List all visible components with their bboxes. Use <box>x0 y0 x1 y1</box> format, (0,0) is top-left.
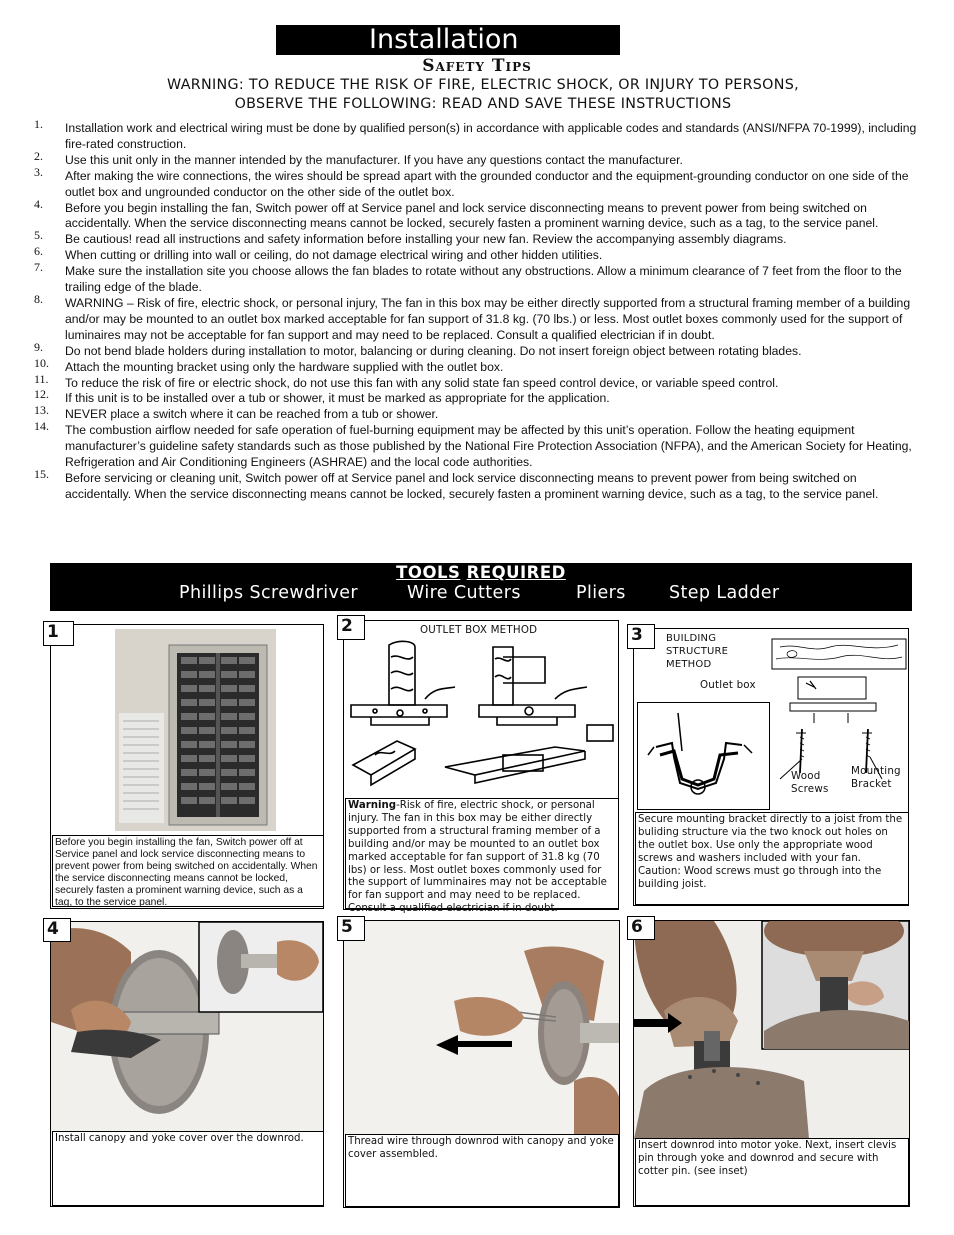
tools-required-bar <box>50 563 912 611</box>
bracket-detail-diagram <box>637 702 770 810</box>
wood-screws-label-2: Screws <box>791 783 829 795</box>
safety-tip: 10. Attach the mounting bracket using only the hardware supplied with the outlet box. <box>34 355 504 374</box>
safety-tip: 12. If this unit is to be installed over a tub or shower, it must be marked as appropriate for the application. <box>34 387 610 406</box>
building-structure-label-2: STRUCTURE <box>666 646 729 657</box>
downrod-yoke-photo <box>634 921 909 1139</box>
page-title: Installation <box>276 25 620 55</box>
tool-pliers: Pliers <box>576 583 626 603</box>
step-1-number: 1 <box>43 621 74 646</box>
step-4-caption: Install canopy and yoke cover over the downrod. <box>52 1131 324 1206</box>
step-5-caption: Thread wire through downrod with canopy and yoke cover assembled. <box>345 1134 619 1207</box>
step-3-caption: Secure mounting bracket directly to a joist from the buliding structure via the two knock out holes on the outlet box. Use only the appropriate wood screws and washers included with your fan. Caution: Wood screws must go through into the building joist. <box>635 812 909 905</box>
mounting-bracket-label-1: Mounting <box>851 765 901 777</box>
safety-tip: 13. NEVER place a switch where it can be reached from a tub or shower. <box>34 403 439 422</box>
building-structure-label-3: METHOD <box>666 659 712 670</box>
outlet-box-method-label: OUTLET BOX METHOD <box>420 624 538 636</box>
wood-screws-label-1: Wood <box>791 770 821 782</box>
warning-line-1: WARNING: TO REDUCE THE RISK OF FIRE, ELECTRIC SHOCK, OR INJURY TO PERSONS, <box>167 77 799 93</box>
step-5-number: 5 <box>337 916 365 941</box>
step-1-caption: Before you begin installing the fan, Switch power off at Service panel and lock service disconnecting means to prevent power from being switched on accidentally. When the service disconnecting means cannot be locked, securely fasten a prominent warning device, such as a tag, to the service panel. <box>52 835 324 907</box>
safety-tip: 7. Make sure the installation site you choose allows the fan blades to rotate without any obstructions. Allow a minimum clearance of 7 feet from the floor to the trailing edge of the blade. <box>34 260 902 295</box>
tool-wire-cutters: Wire Cutters <box>407 583 521 603</box>
safety-tip: 9. Do not bend blade holders during installation to motor, balancing or during cleaning. Do not insert foreign object between rotating blades. <box>34 339 802 358</box>
safety-tip: 3. After making the wire connections, the wires should be spread apart with the grounded conductor and the equipment-grounding conductor on one side of the outlet box and ungrounded conductor on the other side of the outlet box. <box>34 164 909 199</box>
step-4-number: 4 <box>43 918 71 942</box>
safety-tip: 15. Before servicing or cleaning unit, Switch power off at Service panel and lock service disconnecting means to prevent power from being switched on accidentally. When the service disconnecting means cannot be locked, securely fasten a prominent warning device, such as a tag, to the service panel. <box>34 466 879 501</box>
safety-tips-list <box>30 117 925 503</box>
step-5-panel <box>343 920 620 1208</box>
step-3-number: 3 <box>627 624 655 649</box>
building-structure-label-1: BUILDING <box>666 633 717 644</box>
step-4-panel <box>50 921 324 1207</box>
safety-tip: 6. When cutting or drilling into wall or ceiling, do not damage electrical wiring and other hidden utilities. <box>34 244 603 263</box>
safety-tip: 2. Use this unit only in the manner intended by the manufacturer. If you have any questions contact the manufacturer. <box>34 148 683 167</box>
breaker-panel-photo <box>115 629 276 831</box>
thread-wire-photo <box>344 921 619 1135</box>
safety-tip: 11. To reduce the risk of fire or electric shock, do not use this fan with any solid state fan speed control device, or variable speed control. <box>34 371 779 390</box>
step-2-number: 2 <box>337 615 365 640</box>
step-6-number: 6 <box>627 916 655 940</box>
step-1-panel <box>50 624 324 909</box>
tool-phillips-screwdriver: Phillips Screwdriver <box>179 583 358 603</box>
canopy-yoke-photo <box>51 922 323 1134</box>
outlet-box-label: Outlet box <box>700 679 756 691</box>
safety-tip: 5. Be cautious! read all instructions and safety information before installing your new fan. Review the accompanying assembly diagrams. <box>34 228 787 247</box>
outlet-box-diagram <box>345 637 617 797</box>
warning-line-2: OBSERVE THE FOLLOWING: READ AND SAVE THESE INSTRUCTIONS <box>234 96 732 112</box>
section-subtitle: Safety Tips <box>422 56 532 76</box>
tools-title: TOOLS REQUIRED <box>396 563 566 582</box>
step-2-caption: Warning-Risk of fire, electric shock, or personal injury. The fan in this box may be either directly supported from a structural framing member of a building and/or may be mounted to an outlet box marked acceptable for fan support of 31.8 kg (70 lbs) or less. Most outlet boxes commonly used for the support of lumminaires may not be acceptable for fan support and may need to be replaced. Consult a qualified electrician if in doubt. <box>345 798 619 909</box>
safety-tip: 8. WARNING – Risk of fire, electric shock, or personal injury, The fan in this box may be either directly supported from a structural framing member of a building and/or may be mounted to an outlet box marked acceptable for fan support of 31.8 kg. (70 lbs.) or less. Most outlet boxes commonly used for the support of luminaires may not be acceptable for fan support and may need to be replaced. Consult a qualified electrician if in doubt. <box>34 291 911 342</box>
safety-tip: 14. The combustion airflow needed for safe operation of fuel-burning equipment may be affected by this unit’s operation. Follow the heating equipment manufacturer’s guideline safety standards such as those published by the National Fire Protection Association (NFPA), and the American Society for Heating, Refrigeration and Air Conditioning Engineers (ASHRAE) and the local code authorities. <box>34 419 912 470</box>
step-3-panel <box>633 628 909 906</box>
step-6-panel <box>633 920 910 1207</box>
step-2-panel <box>343 620 619 915</box>
tool-step-ladder: Step Ladder <box>669 583 780 603</box>
safety-tip: 4. Before you begin installing the fan, Switch power off at Service panel and lock service disconnecting means to prevent power from being switched on accidentally. When the service disconnecting means cannot be locked, securely fasten a prominent warning device, such as a tag, to the service panel. <box>34 196 879 231</box>
safety-tip: 1. Installation work and electrical wiring must be done by qualified person(s) in accordance with applicable codes and standards (ANSI/NFPA 70-1999), including fire-rated construction. <box>34 117 917 151</box>
mounting-bracket-label-2: Bracket <box>851 778 892 790</box>
step-6-caption: Insert downrod into motor yoke. Next, insert clevis pin through yoke and downrod and secure with cotter pin. (see inset) <box>635 1138 909 1206</box>
